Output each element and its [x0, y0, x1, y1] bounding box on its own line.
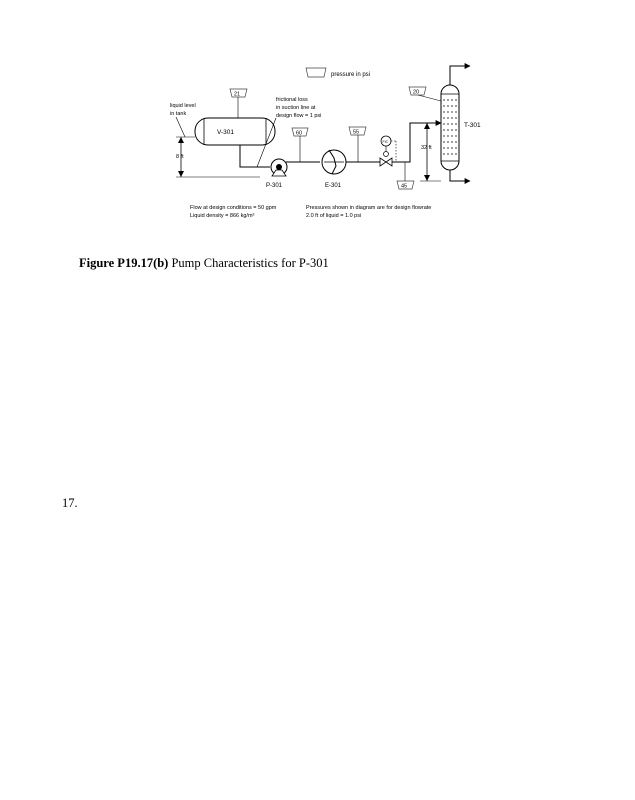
column-feed-line: [392, 123, 441, 162]
pressure-legend-symbol: [306, 68, 326, 77]
tank-note-line2: in tank: [170, 111, 187, 117]
pressure-45-label: 45: [401, 183, 408, 190]
suction-line: [240, 145, 270, 167]
exchanger-label: E-301: [325, 183, 342, 189]
bottoms-line: [450, 170, 470, 181]
tank-note-line1: liquid level: [170, 103, 196, 109]
pressure-legend-text: pressure in psi: [331, 72, 371, 78]
pump-label: P-301: [266, 183, 283, 189]
friction-note-line2: in suction line at: [276, 105, 316, 111]
friction-note-line3: design flow = 1 psi: [276, 113, 322, 119]
problem-number: 17.: [62, 496, 78, 510]
tank-note-leader: [176, 117, 185, 137]
pressure-55-label: 55: [353, 129, 360, 136]
column-label: T-301: [464, 122, 481, 129]
figure-caption-text: Pump Characteristics for P-301: [171, 256, 329, 270]
column-height-label: 32 ft: [421, 145, 432, 151]
note-density: Liquid density = 866 kg/m³: [190, 213, 255, 219]
heat-exchanger-e-301: [322, 150, 346, 174]
pressure-20-label: 20: [413, 89, 420, 96]
tank-v-301: [195, 118, 275, 145]
figure-caption: [79, 256, 329, 271]
note-pressures: Pressures shown in diagram are for design flowrate: [306, 205, 432, 211]
note-head: 2.0 ft of liquid = 1.0 psi: [306, 213, 362, 219]
tank-label: V-301: [217, 129, 234, 136]
process-flow-diagram: [0, 0, 635, 240]
tank-height-label: 8 ft: [176, 154, 184, 160]
pump-p-301: [271, 159, 287, 176]
friction-note-line1: frictional loss: [276, 97, 308, 103]
pressure-21-label: 21: [234, 91, 241, 98]
controller-label: FIC: [382, 139, 389, 144]
note-flow: Flow at design conditions = 50 gpm: [190, 205, 277, 211]
pressure-60-label: 60: [296, 130, 303, 137]
distillation-column-t-301: [441, 85, 459, 170]
overhead-line: [450, 66, 470, 85]
figure-caption-lead: Figure P19.17(b): [79, 256, 169, 270]
control-valve: [380, 152, 392, 167]
